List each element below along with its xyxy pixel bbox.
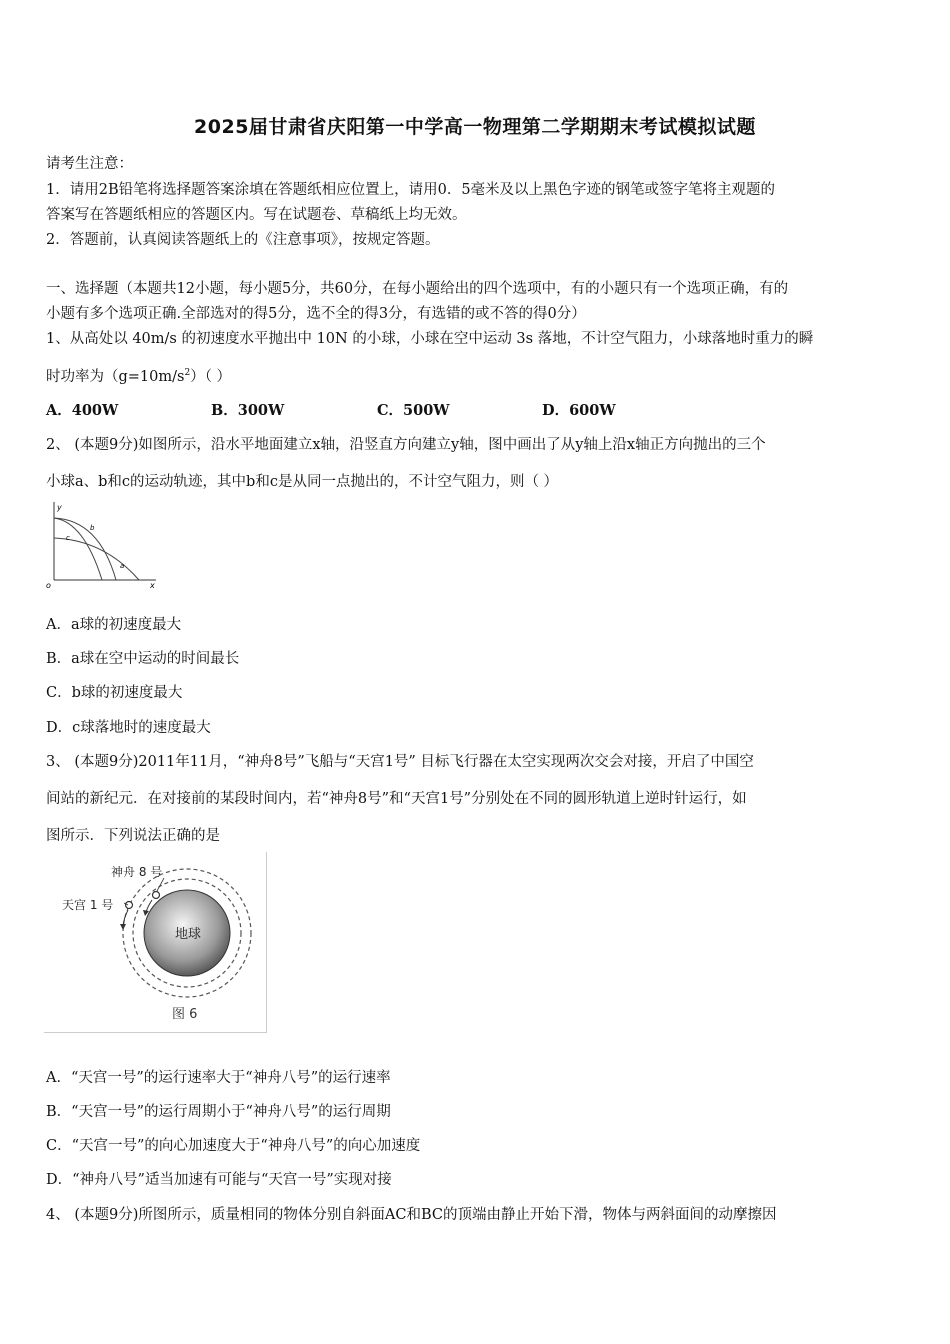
trajectory-c bbox=[54, 518, 102, 580]
tiangong-marker bbox=[126, 902, 133, 909]
q1-option-a[interactable]: A．400W bbox=[46, 402, 119, 419]
q1-superscript: 2 bbox=[184, 368, 191, 379]
question-3-cont-2: 图所示．下列说法正确的是 bbox=[46, 828, 220, 844]
q1-option-b[interactable]: B．300W bbox=[211, 402, 285, 419]
tiangong-label: 天宫 1 号 bbox=[62, 898, 114, 912]
trajectory-b bbox=[54, 518, 116, 580]
question-3-cont: 间站的新纪元．在对接前的某段时间内，若“神舟8号”和“天宫1号”分别处在不同的圆形轨道上逆时针运行，如 bbox=[46, 791, 747, 807]
notice-item-1: 1．请用2B铅笔将选择题答案涂填在答题纸相应位置上，请用0．5毫米及以上黑色字迹的钢笔或签字笔将主观题的 bbox=[46, 182, 776, 198]
q1-option-d[interactable]: D．600W bbox=[542, 402, 616, 419]
q1-text: 时功率为（g=10m/s bbox=[46, 369, 185, 385]
question-4: 4、 (本题9分)所图所示，质量相同的物体分别自斜面AC和BC的顶端由静止开始下滑，物体与两斜面间的动摩擦因 bbox=[46, 1207, 777, 1223]
question-3: 3、 (本题9分)2011年11月，“神舟8号”飞船与“天宫1号” 目标飞行器在太空实现两次交会对接，开启了中国空 bbox=[46, 754, 754, 770]
figure-caption: 图 6 bbox=[172, 1007, 198, 1022]
projectile-figure bbox=[44, 500, 164, 590]
label-y: y bbox=[57, 503, 62, 512]
shenzhou-marker bbox=[153, 892, 160, 899]
q3-option-b[interactable]: B．“天宫一号”的运行周期小于“神舟八号”的运行周期 bbox=[46, 1104, 391, 1120]
notice-heading: 请考生注意： bbox=[46, 156, 133, 172]
q1-paren: ）（ ） bbox=[190, 369, 232, 385]
arrowhead-outer bbox=[120, 924, 126, 930]
label-b: b bbox=[90, 524, 95, 532]
shenzhou-label: 神舟 8 号 bbox=[111, 865, 163, 879]
trajectory-a bbox=[54, 538, 139, 580]
label-c: c bbox=[66, 534, 70, 542]
q2-option-b[interactable]: B．a球在空中运动的时间最长 bbox=[46, 651, 240, 667]
direction-arrow-outer bbox=[123, 910, 128, 926]
shenzhou-pointer bbox=[157, 878, 164, 891]
notice-item-2: 2．答题前，认真阅读答题纸上的《注意事项》，按规定答题。 bbox=[46, 232, 440, 248]
section-instructions-cont: 小题有多个选项正确.全部选对的得5分，选不全的得3分，有选错的或不答的得0分） bbox=[46, 306, 586, 322]
label-a: a bbox=[120, 562, 125, 570]
question-2: 2、 (本题9分)如图所示，沿水平地面建立x轴，沿竖直方向建立y轴，图中画出了从y轴上沿x轴正方向抛出的三个 bbox=[46, 437, 766, 453]
q2-option-c[interactable]: C．b球的初速度最大 bbox=[46, 685, 183, 701]
q2-option-d[interactable]: D．c球落地时的速度最大 bbox=[46, 720, 211, 736]
label-o: o bbox=[46, 581, 51, 590]
orbit-figure bbox=[44, 852, 267, 1033]
q1-option-c[interactable]: C．500W bbox=[377, 402, 450, 419]
earth-label: 地球 bbox=[175, 927, 202, 942]
question-1-cont bbox=[46, 365, 231, 386]
section-instructions: 一、选择题（本题共12小题，每小题5分，共60分，在每小题给出的四个选项中，有的小题只有一个选项正确，有的 bbox=[46, 281, 789, 297]
page-title: 2025届甘肃省庆阳第一中学高一物理第二学期期末考试模拟试题 bbox=[194, 116, 756, 138]
q2-option-a[interactable]: A．a球的初速度最大 bbox=[46, 617, 182, 633]
notice-item-1-cont: 答案写在答题纸相应的答题区内。写在试题卷、草稿纸上均无效。 bbox=[46, 207, 467, 223]
label-x: x bbox=[150, 581, 155, 590]
question-2-cont: 小球a、b和c的运动轨迹，其中b和c是从同一点抛出的，不计空气阻力，则（ ） bbox=[46, 474, 559, 490]
question-1: 1、从高处以 40m/s 的初速度水平抛出中 10N 的小球，小球在空中运动 3s 落地，不计空气阻力，小球落地时重力的瞬 bbox=[46, 331, 814, 347]
q3-option-a[interactable]: A．“天宫一号”的运行速率大于“神舟八号”的运行速率 bbox=[46, 1070, 391, 1086]
q3-option-c[interactable]: C．“天宫一号”的向心加速度大于“神舟八号”的向心加速度 bbox=[46, 1138, 421, 1154]
q3-option-d[interactable]: D．“神舟八号”适当加速有可能与“天宫一号”实现对接 bbox=[46, 1172, 392, 1188]
